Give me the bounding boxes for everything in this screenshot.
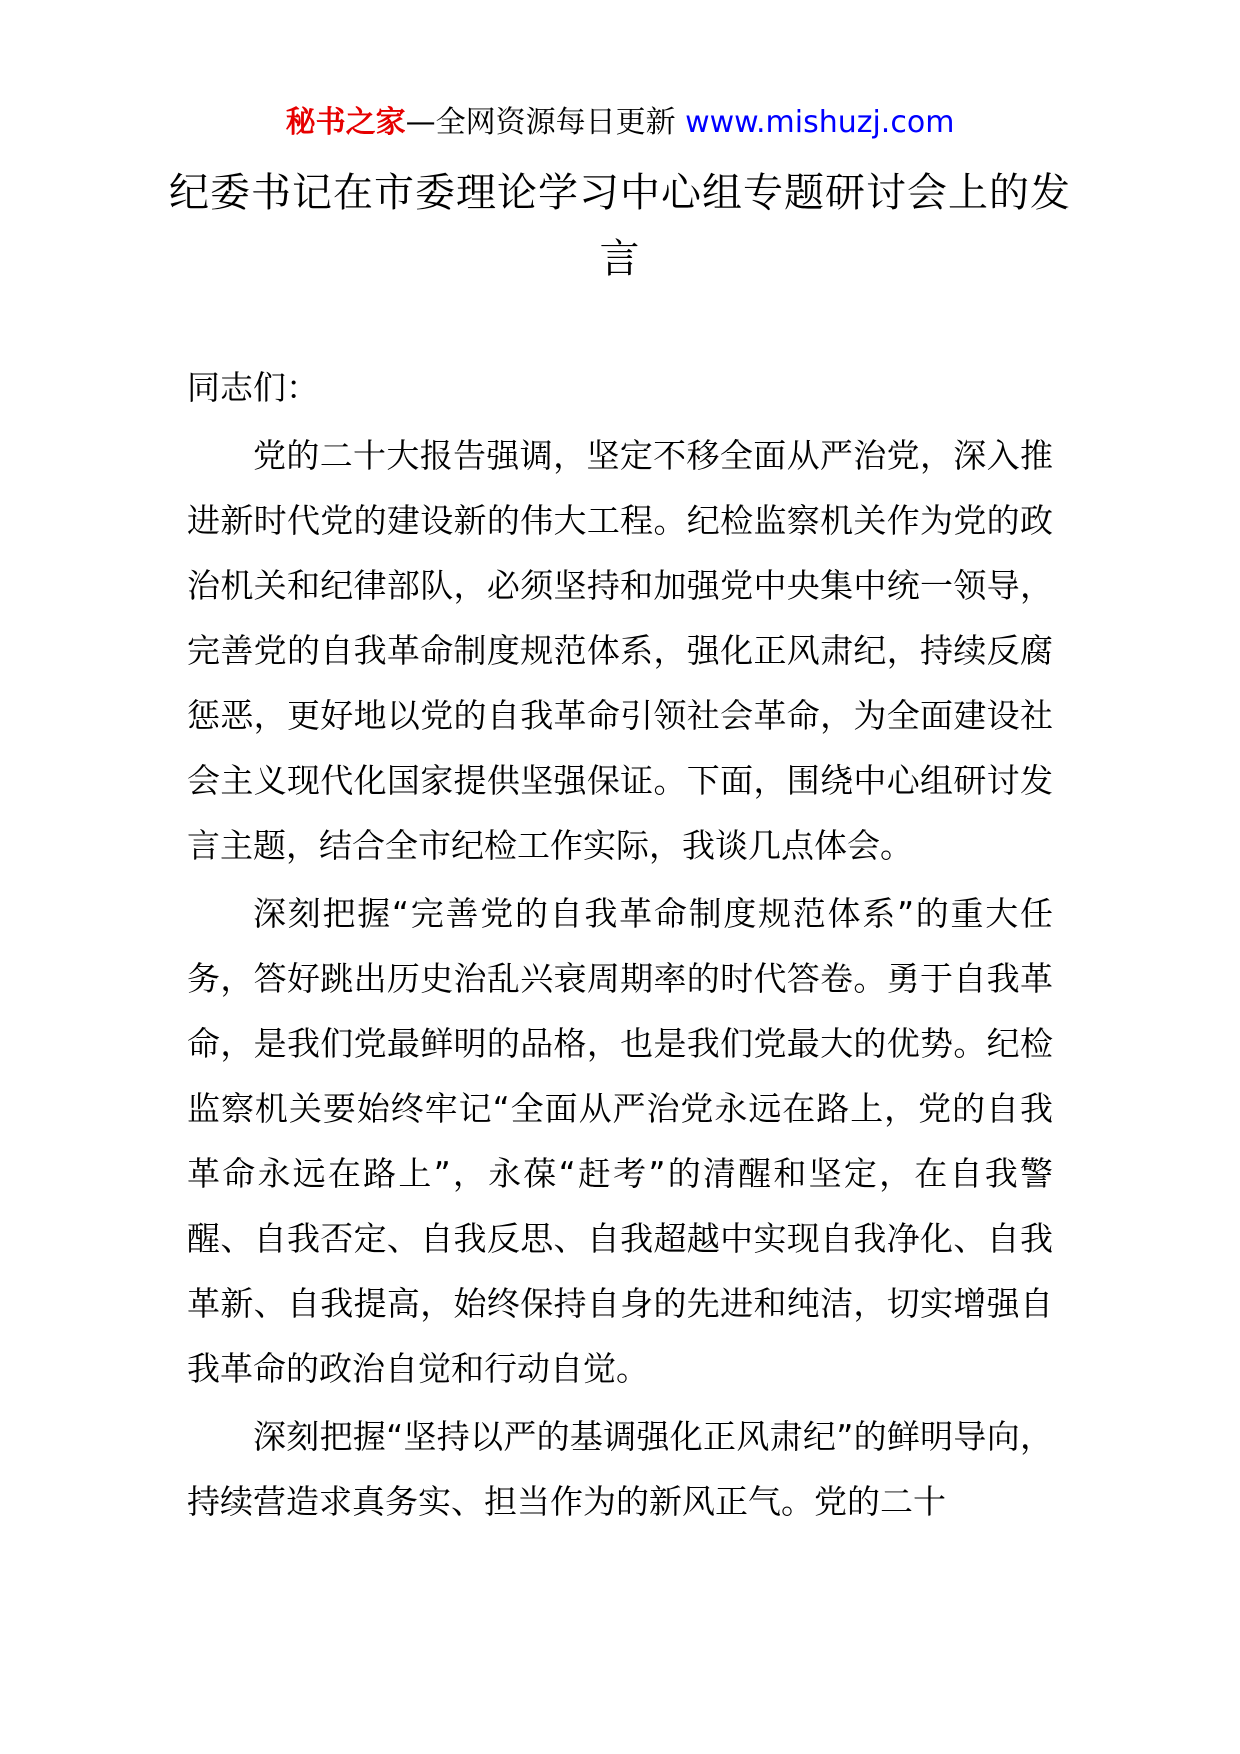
salutation: 同志们：	[187, 368, 319, 407]
paragraph-2: 深刻把握“完善党的自我革命制度规范体系”的重大任务，答好跳出历史治乱兴衰周期率的时代答卷。勇于自我革命，是我们党最鲜明的品格，也是我们党最大的优势。纪检监察机关要始终牢记“全面从严治党永远在路上，党的自我革命永远在路上”，永葆“赶考”的清醒和坚定，在自我警醒、自我否定、自我反思、自我超越中实现自我净化、自我革新、自我提高，始终保持自身的先进和纯洁，切实增强自我革命的政治自觉和行动自觉。	[187, 894, 1053, 1388]
document-title: 纪委书记在市委理论学习中心组专题研讨会上的发言	[169, 170, 1071, 282]
document-body	[187, 355, 1053, 1534]
brand-tagline: —全网资源每日更新	[405, 105, 676, 140]
brand-name: 秘书之家	[285, 105, 406, 140]
paragraph-3: 深刻把握“坚持以严的基调强化正风肃纪”的鲜明导向，持续营造求真务实、担当作为的新风正气。党的二十	[187, 1417, 1053, 1521]
paragraph-1: 党的二十大报告强调，坚定不移全面从严治党，深入推进新时代党的建设新的伟大工程。纪检监察机关作为党的政治机关和纪律部队，必须坚持和加强党中央集中统一领导，完善党的自我革命制度规范体系，强化正风肃纪，持续反腐惩恶，更好地以党的自我革命引领社会革命，为全面建设社会主义现代化国家提供坚强保证。下面，围绕中心组研讨发言主题，结合全市纪检工作实际，我谈几点体会。	[187, 436, 1053, 865]
brand-url[interactable]: www.mishuzj.com	[675, 105, 955, 140]
watermark-header	[0, 100, 1240, 146]
